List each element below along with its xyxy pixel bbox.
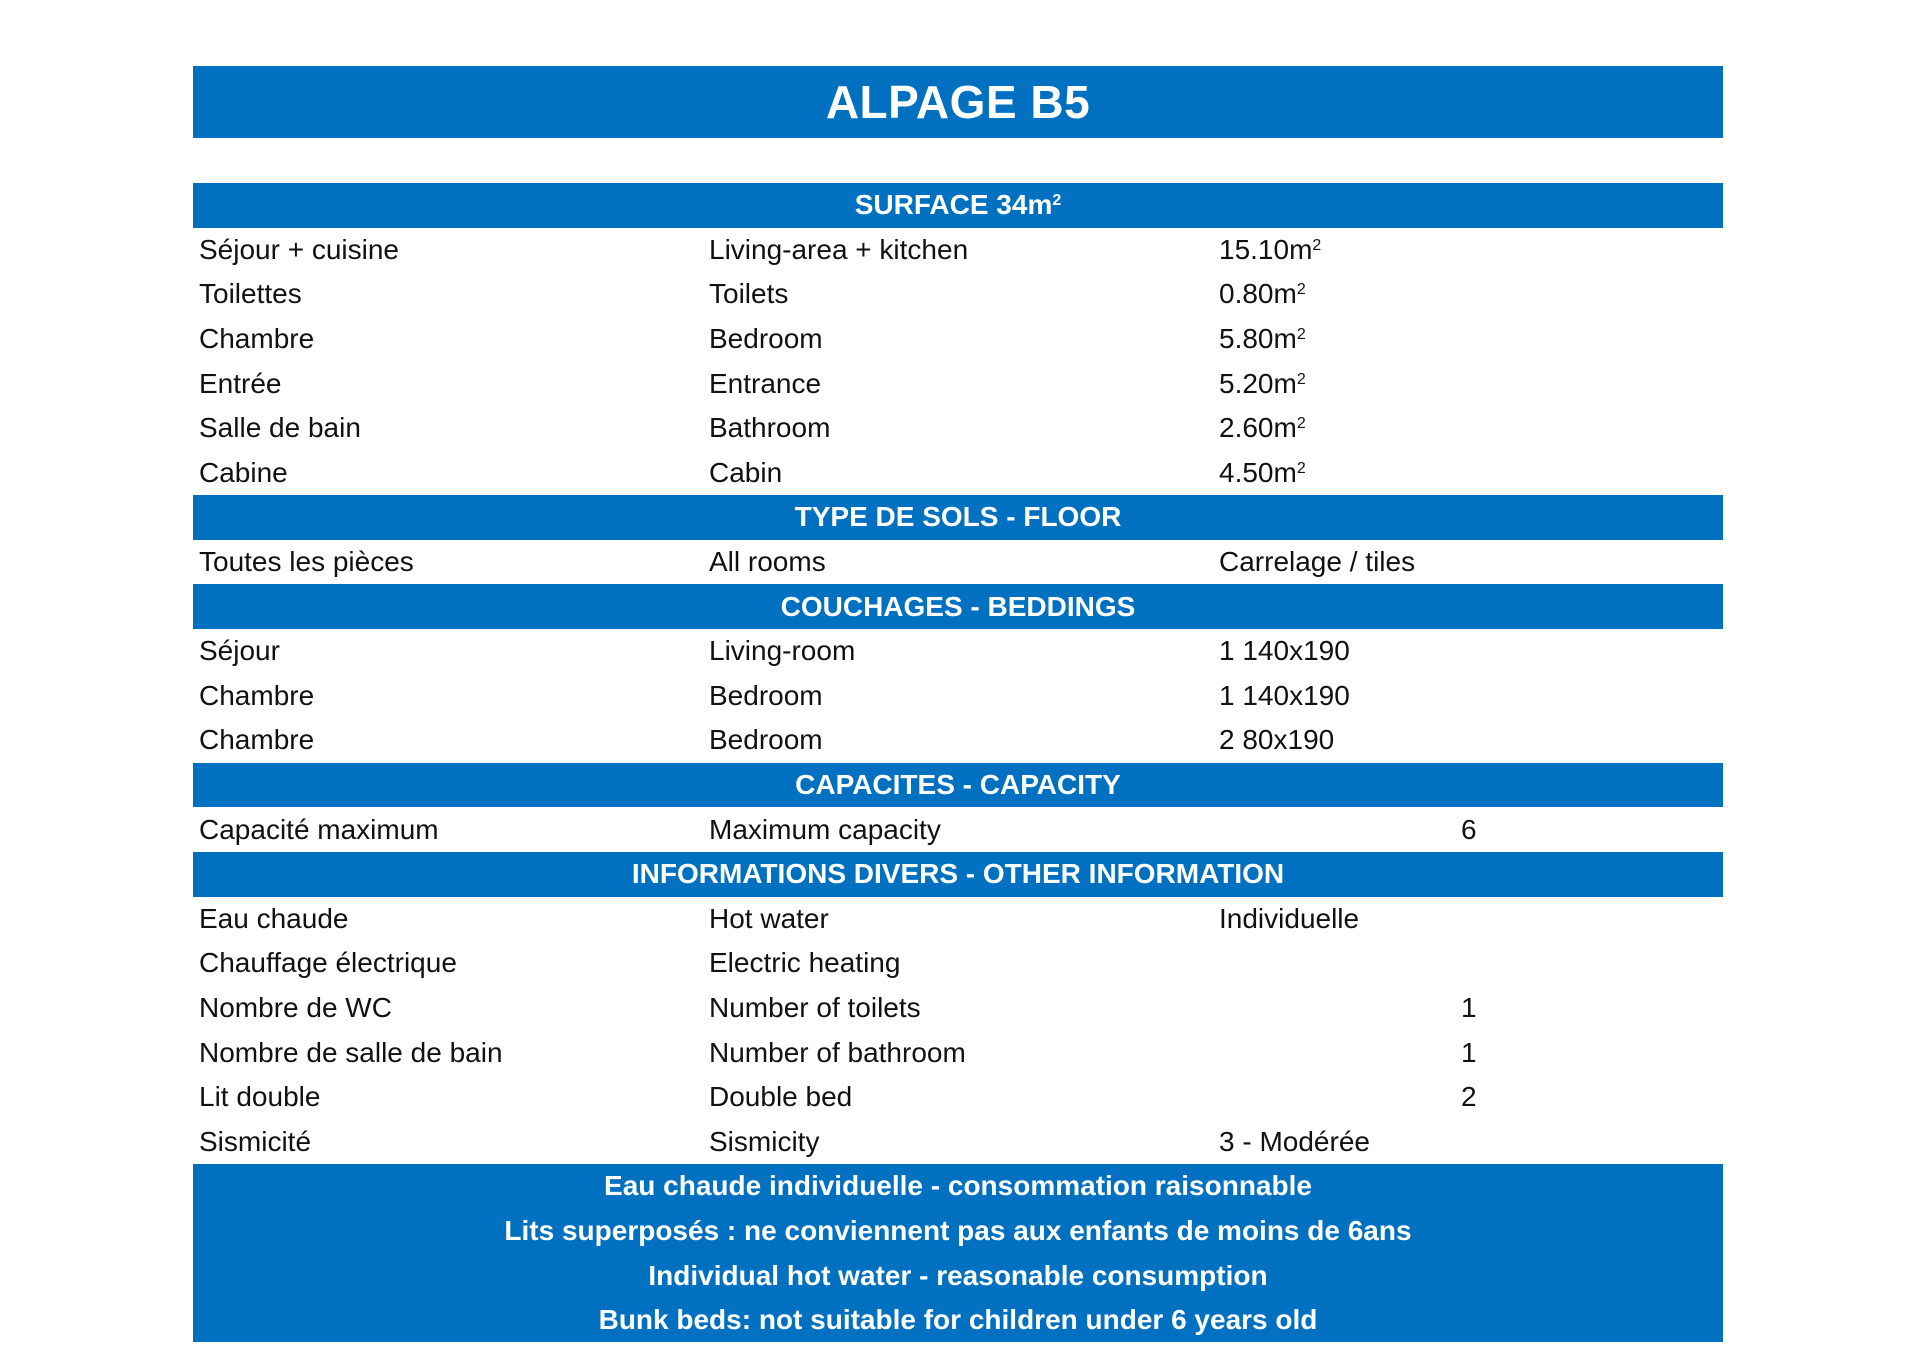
other-row	[193, 1030, 1723, 1075]
other-row	[193, 1119, 1723, 1164]
row-label-en: Double bed	[709, 1081, 853, 1113]
row-count: 6	[1461, 813, 1477, 845]
row-label-fr: Nombre de salle de bain	[199, 1036, 503, 1068]
row-label-en: All rooms	[709, 546, 826, 578]
footer-note: Bunk beds: not suitable for children under 6 years old	[598, 1304, 1318, 1336]
row-label-fr: Toutes les pièces	[199, 546, 414, 578]
section-header-other: INFORMATIONS DIVERS - OTHER INFORMATION	[193, 852, 1723, 897]
page-title: ALPAGE B5	[193, 66, 1723, 138]
footer-note: Eau chaude individuelle - consommation raisonnable	[604, 1170, 1312, 1202]
surface-row	[193, 451, 1723, 496]
section-header-beddings: COUCHAGES - BEDDINGS	[193, 584, 1723, 629]
row-count: 1	[1461, 991, 1477, 1023]
row-value: 2.60m $^2$	[1219, 412, 1306, 444]
row-label-fr: Nombre de WC	[199, 991, 392, 1023]
row-value: Individuelle	[1219, 902, 1360, 934]
row-label-en: Electric heating	[709, 947, 901, 979]
row-value: 4.50m $^2$	[1219, 456, 1306, 488]
row-value: 0.80m $^2$	[1219, 278, 1306, 310]
row-value: 5.20m $^2$	[1219, 367, 1306, 399]
other-row	[193, 897, 1723, 942]
row-label-fr: Sismicité	[199, 1125, 312, 1157]
other-row	[193, 1075, 1723, 1120]
row-label-fr: Toilettes	[199, 278, 302, 310]
row-label-en: Number of toilets	[709, 991, 921, 1023]
row-value: 3 - Modérée	[1219, 1125, 1370, 1157]
surface-row	[193, 406, 1723, 451]
row-label-fr: Salle de bain	[199, 412, 361, 444]
row-label-en: Bathroom	[709, 412, 831, 444]
bedding-row	[193, 674, 1723, 719]
section-header-floor: TYPE DE SOLS - FLOOR	[193, 495, 1723, 540]
row-label-fr: Lit double	[199, 1081, 321, 1113]
row-label-fr: Chambre	[199, 323, 315, 355]
section-header-surface-label: SURFACE 34m	[854, 189, 1053, 221]
row-label-en: Bedroom	[709, 724, 823, 756]
row-label-en: Toilets	[709, 278, 789, 310]
section-header-surface: SURFACE 34m $^2$	[193, 183, 1723, 228]
row-value: Carrelage / tiles	[1219, 546, 1416, 578]
row-label-fr: Eau chaude	[199, 902, 349, 934]
row-label-fr: Cabine	[199, 456, 288, 488]
row-label-en: Hot water	[709, 902, 829, 934]
surface-row	[193, 317, 1723, 362]
spec-sheet	[193, 66, 1723, 1342]
row-label-en: Sismicity	[709, 1125, 820, 1157]
row-value: 1 140x190	[1219, 679, 1350, 711]
surface-row	[193, 228, 1723, 273]
spec-table	[193, 183, 1723, 1342]
row-label-fr: Chambre	[199, 679, 315, 711]
row-label-en: Number of bathroom	[709, 1036, 966, 1068]
row-label-fr: Entrée	[199, 367, 282, 399]
row-label-en: Entrance	[709, 367, 822, 399]
row-label-fr: Chambre	[199, 724, 315, 756]
section-header-capacity: CAPACITES - CAPACITY	[193, 763, 1723, 808]
capacity-row	[193, 807, 1723, 852]
row-value: 1 140x190	[1219, 635, 1350, 667]
surface-row	[193, 361, 1723, 406]
row-label-fr: Séjour + cuisine	[199, 233, 400, 265]
row-label-en: Cabin	[709, 456, 783, 488]
row-count: 2	[1461, 1081, 1477, 1113]
row-label-en: Bedroom	[709, 323, 823, 355]
footer-notes	[193, 1164, 1723, 1342]
other-row	[193, 986, 1723, 1031]
row-label-fr: Séjour	[199, 635, 280, 667]
bedding-row	[193, 629, 1723, 674]
row-label-fr: Capacité maximum	[199, 813, 439, 845]
row-count: 1	[1461, 1036, 1477, 1068]
footer-note: Lits superposés : ne conviennent pas aux enfants de moins de 6ans	[504, 1214, 1412, 1246]
surface-row	[193, 272, 1723, 317]
footer-note: Individual hot water - reasonable consumption	[648, 1259, 1268, 1291]
floor-row	[193, 540, 1723, 585]
row-label-en: Living-area + kitchen	[709, 233, 969, 265]
row-value: 2 80x190	[1219, 724, 1335, 756]
row-label-en: Living-room	[709, 635, 856, 667]
row-label-en: Bedroom	[709, 679, 823, 711]
bedding-row	[193, 718, 1723, 763]
row-label-en: Maximum capacity	[709, 813, 941, 845]
other-row	[193, 941, 1723, 986]
row-value: 15.10m $^2$	[1219, 233, 1322, 265]
row-label-fr: Chauffage électrique	[199, 947, 457, 979]
row-value: 5.80m $^2$	[1219, 323, 1306, 355]
